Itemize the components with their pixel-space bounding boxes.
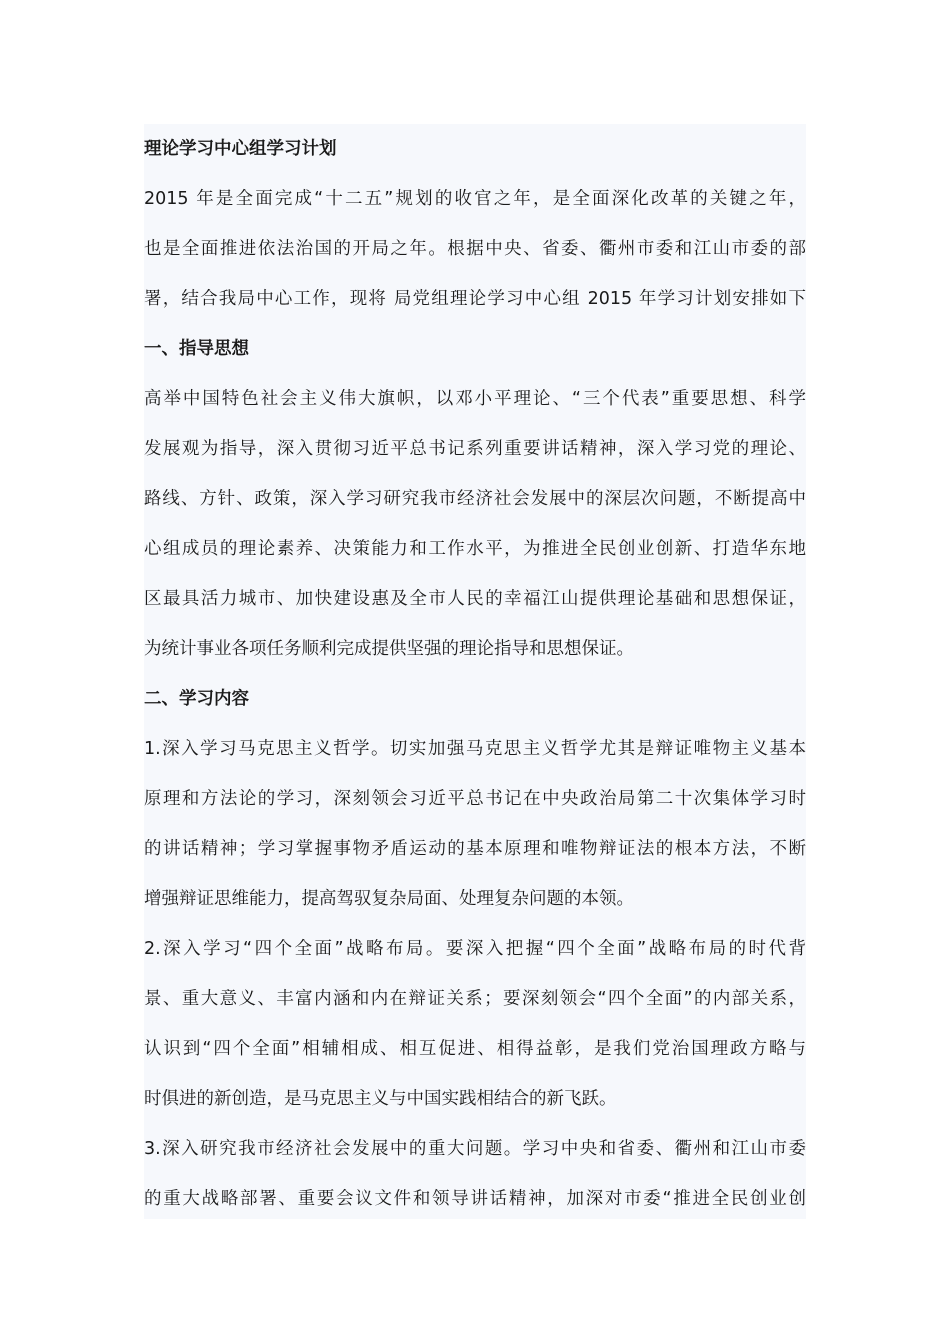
text-line: 路线、方针、政策，深入学习研究我市经济社会发展中的深层次问题，不断提高中 bbox=[144, 489, 806, 509]
document-content bbox=[144, 124, 806, 1219]
text-line: 3.深入研究我市经济社会发展中的重大问题。学习中央和省委、衢州和江山市委 bbox=[144, 1139, 806, 1159]
document-text-block bbox=[144, 124, 806, 1219]
text-line: 原理和方法论的学习，深刻领会习近平总书记在中央政治局第二十次集体学习时 bbox=[144, 789, 806, 809]
text-line: 为统计事业各项任务顺利完成提供坚强的理论指导和思想保证。 bbox=[144, 639, 634, 659]
text-line: 也是全面推进依法治国的开局之年。根据中央、省委、衢州市委和江山市委的部 bbox=[144, 239, 806, 259]
text-line: 心组成员的理论素养、决策能力和工作水平，为推进全民创业创新、打造华东地 bbox=[144, 539, 806, 559]
text-line: 2.深入学习“四个全面”战略布局。要深入把握“四个全面”战略布局的时代背 bbox=[144, 939, 806, 959]
text-line: 的讲话精神；学习掌握事物矛盾运动的基本原理和唯物辩证法的根本方法，不断 bbox=[144, 839, 806, 859]
section-heading: 一、指导思想 bbox=[144, 339, 249, 359]
text-line: 1.深入学习马克思主义哲学。切实加强马克思主义哲学尤其是辩证唯物主义基本 bbox=[144, 739, 806, 759]
text-line: 高举中国特色社会主义伟大旗帜，以邓小平理论、“三个代表”重要思想、科学 bbox=[144, 389, 806, 409]
text-line: 认识到“四个全面”相辅相成、相互促进、相得益彰，是我们党治国理政方略与 bbox=[144, 1039, 806, 1059]
text-line: 景、重大意义、丰富内涵和内在辩证关系；要深刻领会“四个全面”的内部关系， bbox=[144, 989, 806, 1009]
text-line: 发展观为指导，深入贯彻习近平总书记系列重要讲话精神，深入学习党的理论、 bbox=[144, 439, 806, 459]
text-line: 2015 年是全面完成“十二五”规划的收官之年，是全面深化改革的关键之年， bbox=[144, 189, 806, 209]
text-line: 时俱进的新创造，是马克思主义与中国实践相结合的新飞跃。 bbox=[144, 1089, 617, 1109]
section-heading: 理论学习中心组学习计划 bbox=[144, 139, 337, 159]
text-line: 的重大战略部署、重要会议文件和领导讲话精神，加深对市委“推进全民创业创 bbox=[144, 1189, 806, 1209]
text-line: 增强辩证思维能力，提高驾驭复杂局面、处理复杂问题的本领。 bbox=[144, 889, 634, 909]
text-line: 署，结合我局中心工作，现将 局党组理论学习中心组 2015 年学习计划安排如下 bbox=[144, 289, 806, 309]
text-line: 区最具活力城市、加快建设惠及全市人民的幸福江山提供理论基础和思想保证， bbox=[144, 589, 806, 609]
section-heading: 二、学习内容 bbox=[144, 689, 249, 709]
